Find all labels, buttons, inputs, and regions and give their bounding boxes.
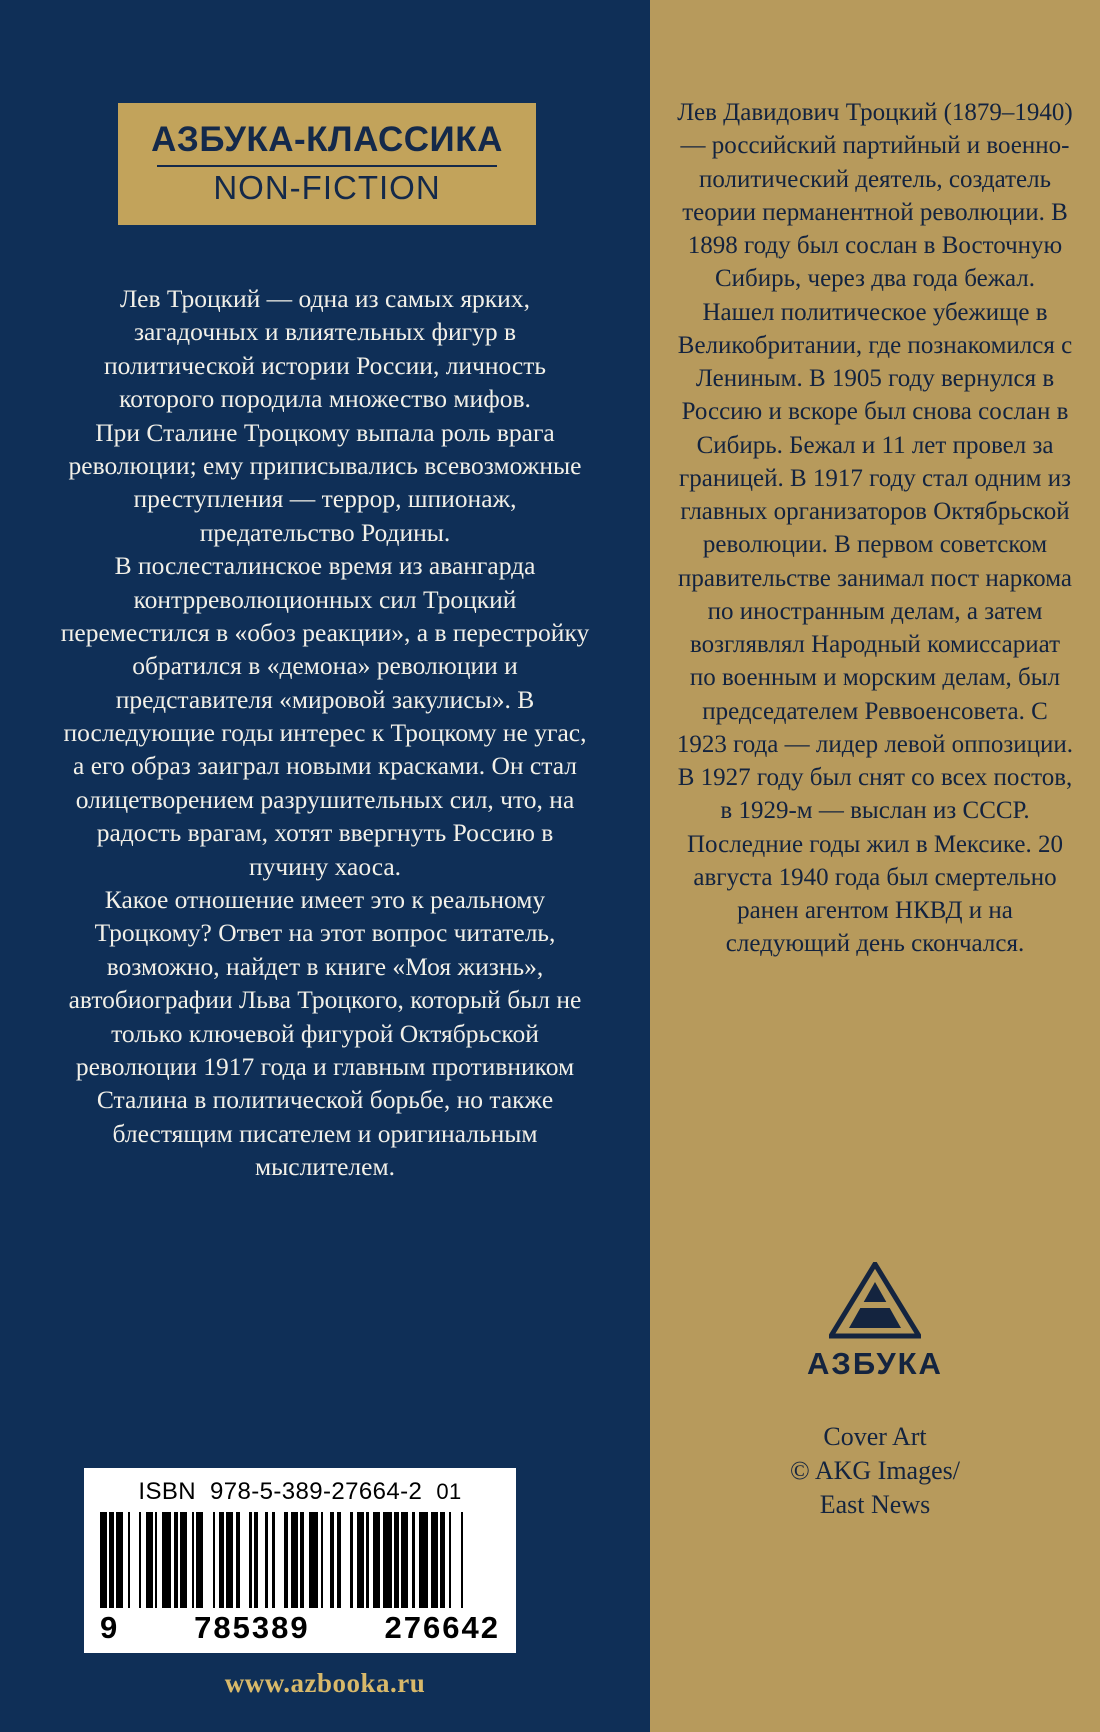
ean-left-digit: 9: [100, 1610, 120, 1645]
publisher-website[interactable]: www.azbooka.ru: [224, 1668, 426, 1698]
series-divider: [157, 165, 497, 167]
isbn-addon: 01: [436, 1479, 462, 1504]
blurb-paragraph: Какое отношение имеет это к реальному Троцкому? Ответ на этот вопрос читатель, возможно, найдет в книге «Моя жизнь», автобиографии Льва Троцкого, который был не только ключевой фигурой Октябрьской революции 1917 года и главным противником Сталина в политической борьбе, но также блестящим писателем и оригинальным мыслителем.: [68, 885, 582, 1182]
isbn-row: [84, 1476, 516, 1510]
author-biography: [676, 96, 1074, 961]
blurb-paragraph: Лев Троцкий — одна из самых ярких, загадочных и влиятельных фигур в политической истории России, личность которого породила множество мифов.: [103, 284, 547, 414]
credits-line-3: East News: [819, 1489, 931, 1519]
blurb-paragraph: В послесталинское время из авангарда контрреволюционных сил Троцкий переместился в «обоз реакции», а в перестройку обратился в «демона» революции и представителя «мировой закулисы». В последующие годы интерес к Троцкому не угас, а его образ заиграл новыми красками. Он стал олицетворением разрушительных сил, что, на радость врагам, хотят ввергнуть Россию в пучину хаоса.: [60, 551, 590, 881]
series-badge: [118, 103, 536, 225]
cover-credits: [650, 1420, 1100, 1521]
isbn-label: ISBN: [138, 1478, 197, 1505]
ean-digits: [100, 1610, 500, 1646]
barcode-bars: [100, 1512, 500, 1608]
azbuka-logo-icon: [829, 1262, 921, 1340]
barcode-block: [84, 1468, 516, 1653]
ean-group-2: 276642: [384, 1610, 500, 1645]
series-title-line1: АЗБУКА-КЛАССИКА: [151, 120, 503, 160]
credits-line-1: Cover Art: [823, 1422, 927, 1451]
series-title-line2: NON-FICTION: [213, 169, 441, 207]
blurb-text: [60, 282, 590, 1184]
blurb-paragraph: При Сталине Троцкому выпала роль врага революции; ему приписывались всевозможные преступления — террор, шпионаж, предательство Родины.: [68, 417, 582, 547]
right-panel: [650, 0, 1100, 1732]
publisher-name: АЗБУКА: [807, 1346, 943, 1381]
ean-group-1: 785389: [194, 1610, 310, 1645]
credits-line-2: © AKG Images/: [790, 1455, 960, 1485]
publisher-logo: [650, 1262, 1100, 1382]
isbn-number: 978-5-389-27664-2: [210, 1478, 423, 1505]
bio-paragraph: Лев Давидович Троцкий (1879–1940) — российский партийный и военно-политический деятель, создатель теории перманентной революции. В 1898 году был сослан в Восточную Сибирь, через два года бежал. Нашел политическое убежище в Великобритании, где познакомился с Лениным. В 1905 году вернулся в Россию и вскоре был снова сослан в Сибирь. Бежал и 11 лет провел за границей. В 1917 году стал одним из главных организаторов Октябрьской революции. В первом советском правительстве занимал пост наркома по иностранным делам, а затем возглявлял Народный комиссариат по военным и морским делам, был председателем Реввоенсовета. С 1923 года — лидер левой оппозиции. В 1927 году был снят со всех постов, в 1929-м — выслан из СССР. Последние годы жил в Мексике. 20 августа 1940 года был смертельно ранен агентом НКВД и на следующий день скончался.: [676, 99, 1074, 958]
